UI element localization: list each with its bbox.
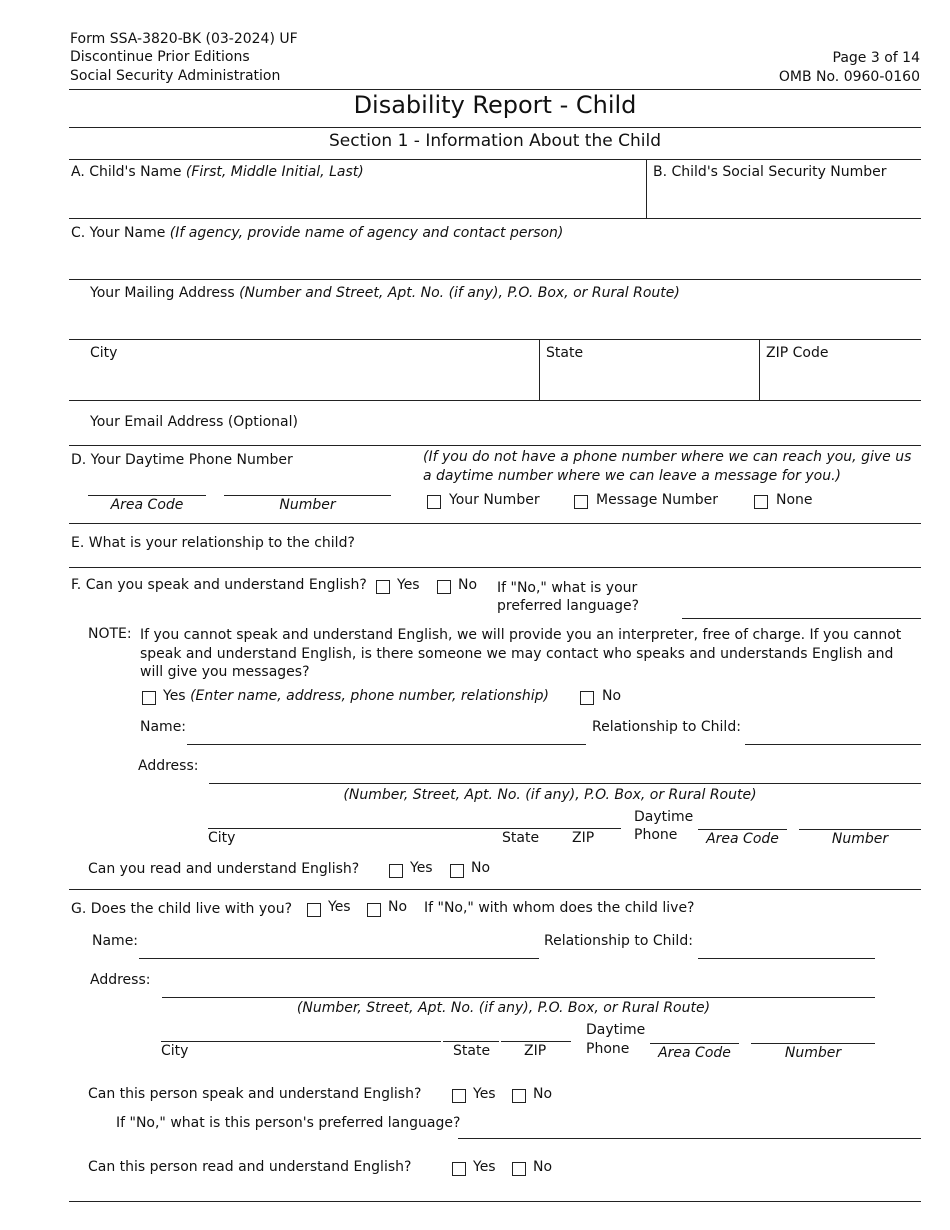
zip-field[interactable]: [761, 364, 920, 398]
contact-number-input[interactable]: [799, 829, 921, 830]
contact-name-input[interactable]: [187, 744, 586, 745]
guardian-address-label: Address:: [90, 972, 151, 988]
child-name-field[interactable]: [70, 182, 644, 216]
divider: [69, 1201, 921, 1202]
guardian-preferred-language-label: If "No," what is this person's preferred language?: [116, 1115, 461, 1131]
your-number-label: Your Number: [449, 492, 540, 508]
contact-area-code-label: Area Code: [706, 831, 779, 847]
guardian-state-label: State: [453, 1043, 491, 1059]
omb-number: OMB No. 0960-0160: [778, 69, 920, 85]
guardian-read-yes-label: Yes: [473, 1159, 496, 1175]
number-label: Number: [279, 497, 336, 513]
guardian-city-label: City: [161, 1043, 189, 1059]
child-ssn-label: B. Child's Social Security Number: [653, 164, 887, 180]
email-field[interactable]: [320, 406, 920, 442]
contact-name-label: Name:: [140, 719, 187, 735]
preferred-language-label: If "No," what is your preferred language?: [497, 580, 640, 614]
read-no-checkbox[interactable]: [450, 864, 464, 878]
lives-yes-label: Yes: [328, 899, 351, 915]
contact-city-state-zip-input[interactable]: [208, 828, 621, 829]
child-ssn-field[interactable]: [648, 182, 920, 216]
contact-yes-label: Yes (Enter name, address, phone number, relationship): [163, 688, 549, 704]
contact-phone-label: Phone: [634, 827, 678, 843]
guardian-name-label: Name:: [92, 933, 139, 949]
contact-area-code-input[interactable]: [698, 829, 787, 830]
contact-city-label: City: [208, 830, 236, 846]
divider: [69, 218, 921, 219]
none-label: None: [776, 492, 813, 508]
guardian-speak-no-checkbox[interactable]: [512, 1089, 526, 1103]
speak-no-checkbox[interactable]: [437, 580, 451, 594]
lives-with-question: G. Does the child live with you?: [71, 901, 292, 917]
guardian-speak-yes-checkbox[interactable]: [452, 1089, 466, 1103]
section-title: Section 1 - Information About the Child: [329, 131, 661, 151]
relationship-field[interactable]: [360, 528, 920, 564]
guardian-state-input[interactable]: [443, 1041, 499, 1042]
contact-address-hint: (Number, Street, Apt. No. (if any), P.O. Box, or Rural Route): [343, 787, 757, 803]
guardian-address-hint: (Number, Street, Apt. No. (if any), P.O. Box, or Rural Route): [296, 1000, 711, 1016]
email-label: Your Email Address (Optional): [90, 414, 298, 430]
guardian-read-no-checkbox[interactable]: [512, 1162, 526, 1176]
guardian-speak-question: Can this person speak and understand English?: [88, 1086, 422, 1102]
contact-relationship-input[interactable]: [745, 744, 921, 745]
guardian-daytime-label: Daytime: [586, 1022, 646, 1038]
lives-no-checkbox[interactable]: [367, 903, 381, 917]
note-label: NOTE:: [88, 626, 132, 642]
message-number-label: Message Number: [596, 492, 719, 508]
state-label: State: [546, 345, 584, 361]
speak-yes-label: Yes: [397, 577, 420, 593]
contact-zip-label: ZIP: [572, 830, 595, 846]
guardian-read-question: Can this person read and understand English?: [88, 1159, 412, 1175]
child-name-label: A. Child's Name (First, Middle Initial, Last): [71, 164, 364, 180]
mailing-address-label: Your Mailing Address (Number and Street, Apt. No. (if any), P.O. Box, or Rural Route): [90, 285, 680, 301]
guardian-address-input[interactable]: [162, 997, 875, 998]
divider: [69, 127, 921, 128]
speak-english-question: F. Can you speak and understand English?: [71, 577, 367, 593]
contact-daytime-label: Daytime: [634, 809, 694, 825]
divider: [69, 89, 921, 90]
contact-address-input[interactable]: [209, 783, 921, 784]
divider: [69, 339, 921, 340]
guardian-preferred-language-input[interactable]: [458, 1138, 921, 1139]
contact-number-label: Number: [831, 831, 889, 847]
your-name-field[interactable]: [70, 244, 920, 278]
guardian-number-label: Number: [784, 1045, 842, 1061]
divider: [69, 445, 921, 446]
area-code-label: Area Code: [110, 497, 184, 513]
guardian-speak-yes-label: Yes: [473, 1086, 496, 1102]
guardian-zip-input[interactable]: [501, 1041, 571, 1042]
none-checkbox[interactable]: [754, 495, 768, 509]
read-english-question: Can you read and understand English?: [88, 861, 360, 877]
guardian-zip-label: ZIP: [524, 1043, 547, 1059]
divider: [646, 160, 647, 218]
guardian-relationship-input[interactable]: [698, 958, 875, 959]
zip-label: ZIP Code: [766, 345, 829, 361]
read-yes-label: Yes: [410, 860, 433, 876]
guardian-relationship-label: Relationship to Child:: [544, 933, 693, 949]
divider: [69, 400, 921, 401]
state-field[interactable]: [541, 364, 757, 398]
divider: [69, 567, 921, 568]
agency-name: Social Security Administration: [70, 68, 281, 84]
divider: [69, 159, 921, 160]
discontinue-note: Discontinue Prior Editions: [70, 49, 250, 65]
your-number-checkbox[interactable]: [427, 495, 441, 509]
guardian-phone-label: Phone: [586, 1041, 630, 1057]
page-title: Disability Report - Child: [353, 91, 637, 119]
relationship-question: E. What is your relationship to the child?: [71, 535, 355, 551]
mailing-address-field[interactable]: [70, 304, 920, 338]
guardian-number-input[interactable]: [751, 1043, 875, 1044]
city-field[interactable]: [70, 364, 537, 398]
guardian-speak-no-label: No: [533, 1086, 553, 1102]
lives-no-label: No: [388, 899, 408, 915]
phone-number-input[interactable]: [224, 495, 391, 496]
read-no-label: No: [471, 860, 491, 876]
lives-yes-checkbox[interactable]: [307, 903, 321, 917]
form-id: Form SSA-3820-BK (03-2024) UF: [70, 31, 298, 47]
contact-yes-checkbox[interactable]: [142, 691, 156, 705]
divider: [69, 889, 921, 890]
guardian-name-input[interactable]: [139, 958, 539, 959]
daytime-phone-label: D. Your Daytime Phone Number: [71, 452, 293, 468]
contact-relationship-label: Relationship to Child:: [592, 719, 741, 735]
lives-with-whom-label: If "No," with whom does the child live?: [424, 900, 695, 916]
city-label: City: [90, 345, 118, 361]
page-number: Page 3 of 14: [832, 50, 920, 66]
read-yes-checkbox[interactable]: [389, 864, 403, 878]
guardian-read-no-label: No: [533, 1159, 553, 1175]
contact-no-checkbox[interactable]: [580, 691, 594, 705]
message-number-checkbox[interactable]: [574, 495, 588, 509]
speak-no-label: No: [458, 577, 478, 593]
contact-address-label: Address:: [138, 758, 199, 774]
speak-yes-checkbox[interactable]: [376, 580, 390, 594]
note-text: If you cannot speak and understand English, we will provide you an interpreter, free of charge. If you cannot speak and understand English, is there someone we may contact who speaks and understands English and will give you messages?: [140, 627, 902, 680]
guardian-read-yes-checkbox[interactable]: [452, 1162, 466, 1176]
guardian-area-code-input[interactable]: [650, 1043, 739, 1044]
contact-no-label: No: [602, 688, 622, 704]
phone-note: (If you do not have a phone number where we can reach you, give us a daytime number where we can leave a message for you.): [423, 449, 912, 484]
your-name-label: C. Your Name (If agency, provide name of agency and contact person): [71, 225, 564, 241]
divider: [759, 340, 760, 400]
guardian-area-code-label: Area Code: [658, 1045, 731, 1061]
divider: [539, 340, 540, 400]
preferred-language-input[interactable]: [682, 618, 921, 619]
divider: [69, 279, 921, 280]
contact-state-label: State: [502, 830, 540, 846]
guardian-city-input[interactable]: [161, 1041, 441, 1042]
area-code-input[interactable]: [88, 495, 206, 496]
divider: [69, 523, 921, 524]
